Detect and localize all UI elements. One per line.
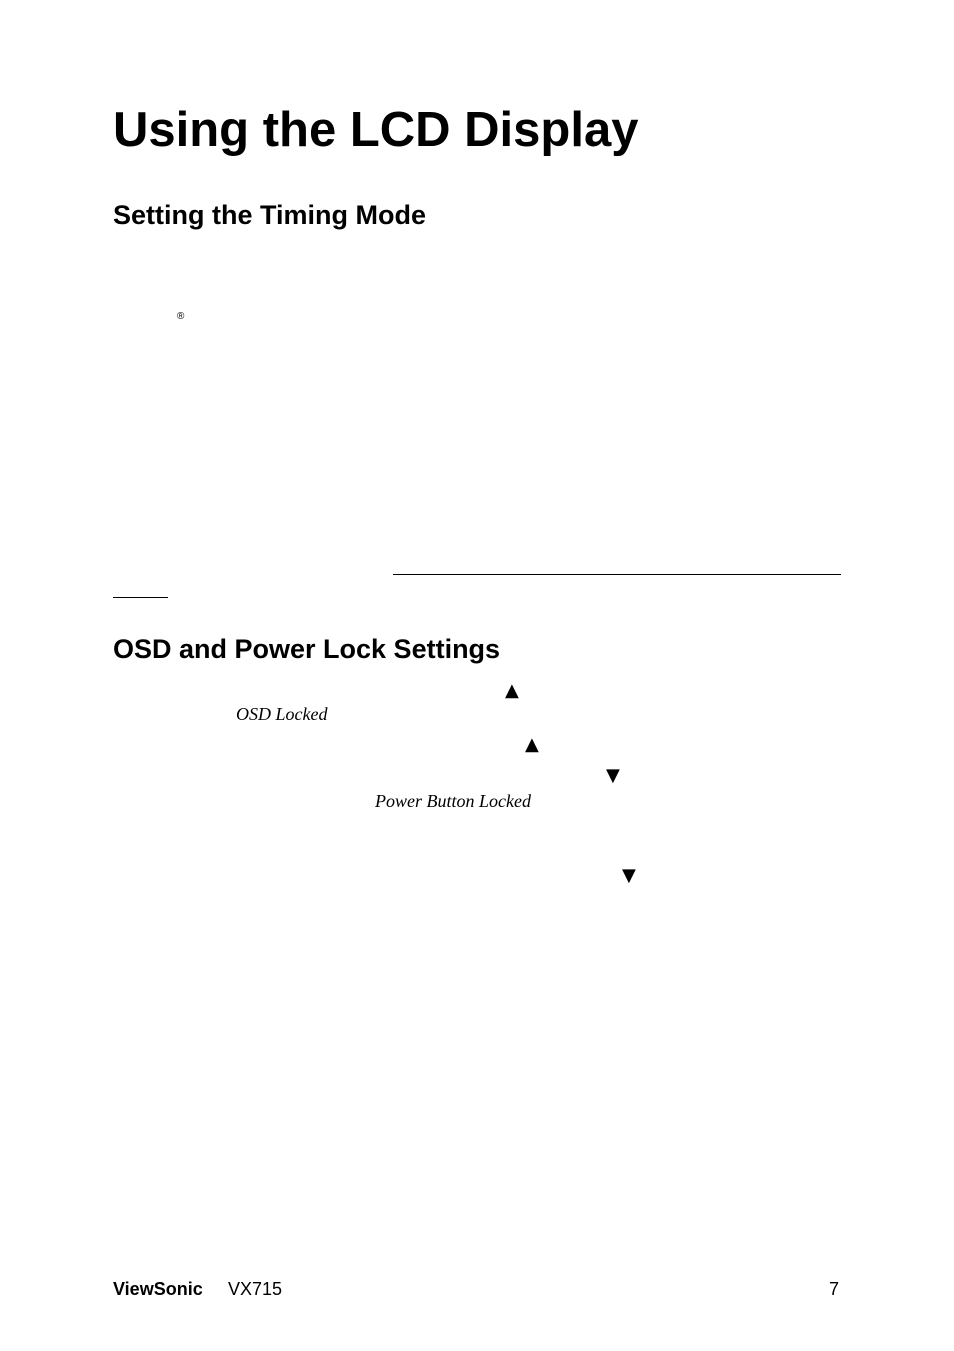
down-arrow-icon: ▼ [622, 865, 636, 886]
power-button-locked-text: Power Button Locked [375, 791, 531, 811]
down-arrow-icon: ▼ [606, 765, 620, 786]
underline-rule [393, 574, 841, 575]
up-arrow-icon: ▲ [505, 680, 519, 701]
footer-brand: ViewSonic [113, 1279, 203, 1299]
up-arrow-icon: ▲ [525, 734, 539, 755]
section-heading-timing-mode: Setting the Timing Mode [113, 200, 426, 230]
registered-mark: ® [177, 311, 185, 322]
footer-model: VX715 [228, 1279, 283, 1299]
page-title: Using the LCD Display [113, 103, 639, 157]
footer-page-number: 7 [829, 1279, 840, 1299]
osd-locked-text: OSD Locked [236, 704, 328, 724]
underline-rule-short [113, 597, 168, 598]
section-heading-osd-power-lock: OSD and Power Lock Settings [113, 634, 501, 664]
